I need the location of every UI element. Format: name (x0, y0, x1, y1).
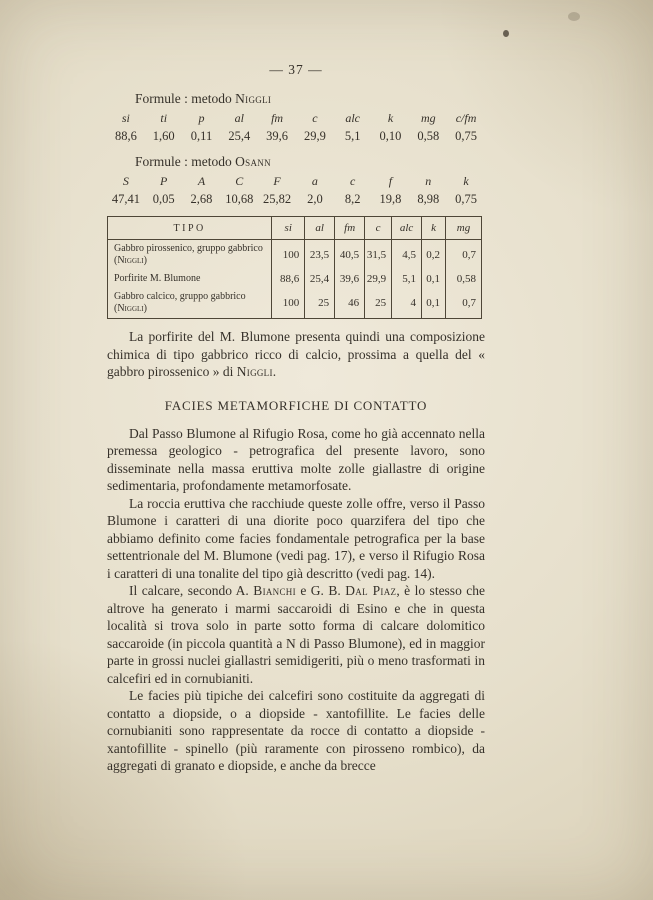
column-header: f (388, 174, 393, 188)
value-cell: 0,2 (422, 240, 446, 271)
value-cell: 100 (272, 288, 305, 319)
body-text (107, 425, 485, 775)
value-cell: 47,41 (111, 192, 140, 206)
value-cell: 1,60 (152, 129, 175, 143)
value-cell: 0,05 (152, 192, 175, 206)
value-cell: 88,6 (114, 129, 137, 143)
column-header: fm (335, 217, 365, 240)
value-cell: 25,4 (305, 270, 335, 288)
formule-osann-title: Formule : metodo Osann (135, 154, 271, 169)
column-header: fm (271, 111, 284, 125)
value-cell: 46 (335, 288, 365, 319)
value-cell: 5,1 (392, 270, 422, 288)
formule-niggli-header-row (107, 111, 485, 126)
page-number: — 37 — (269, 62, 323, 77)
column-header: a (311, 174, 318, 188)
rock-type-name: Gabbro pirossenico, gruppo gabbrico (114, 243, 263, 254)
column-header: TIPO (108, 217, 272, 240)
value-cell: 10,68 (225, 192, 254, 206)
column-header: k (387, 111, 394, 125)
formule-osann-section (107, 154, 485, 207)
column-header: alc (392, 217, 422, 240)
column-header: mg (420, 111, 436, 125)
column-header: P (160, 174, 168, 188)
value-cell: 40,5 (335, 240, 365, 271)
value-cell: 0,1 (422, 270, 446, 288)
column-header: c (312, 111, 318, 125)
column-header: n (425, 174, 432, 188)
value-cell: 0,75 (455, 192, 477, 206)
tipo-table (107, 216, 482, 319)
value-cell: 8,2 (344, 192, 361, 206)
value-cell: 0,7 (446, 240, 482, 271)
column-header: k (463, 174, 469, 188)
value-cell: 2,0 (307, 192, 323, 206)
formule-niggli-value-row (107, 129, 485, 144)
formule-niggli-title: Formule : metodo Niggli (135, 91, 272, 106)
column-header: al (234, 111, 244, 125)
scan-artifact (503, 30, 509, 37)
column-header: k (422, 217, 446, 240)
table-row (108, 270, 482, 288)
summary-paragraph: La porfirite del M. Blumone presenta quindi una composizione chimica di tipo gabbrico ricco di calcio, prossima a quella del « gabbro pirossenico » di Niggli. (107, 329, 485, 379)
value-cell: 25 (365, 288, 392, 319)
body-paragraph: Il calcare, secondo A. Bianchi e G. B. Dal Piaz, è lo stesso che altrove ha generato i marmi saccaroidi di Esino e che in questa località si trova solo in parte sotto forma di calcare dolomitico saccaroide (in piccola quantità a N di Passo Blumone), ed in maggior parte in grossi nuclei giallastri semidigeriti, più o meno trasformati in calcefiri ed in cornubianiti. (107, 583, 486, 686)
value-cell: 0,75 (455, 129, 477, 143)
column-header: ti (160, 111, 168, 125)
value-cell: 25 (305, 288, 335, 319)
value-cell: 88,6 (272, 270, 305, 288)
value-cell: 19,8 (379, 192, 402, 206)
value-cell: 4,5 (392, 240, 422, 271)
column-header: A (197, 174, 206, 188)
body-paragraph: Dal Passo Blumone al Rifugio Rosa, come ho già accennato nella premessa geologico - petrografica del presente lavoro, sono disseminate nella massa eruttiva molte zolle giallastre di origine sedimentaria, profondamente metamorfosate. (107, 425, 485, 493)
column-header: c (365, 217, 392, 240)
value-cell: 0,58 (446, 270, 482, 288)
column-header: F (273, 174, 281, 188)
value-cell: 29,9 (303, 129, 326, 143)
value-cell: 29,9 (365, 270, 392, 288)
column-header: p (198, 111, 205, 125)
value-cell: 100 (272, 240, 305, 271)
value-cell: 23,5 (305, 240, 335, 271)
value-cell: 0,7 (446, 288, 482, 319)
rock-type-subname: (Niggli) (114, 255, 147, 266)
table-row (108, 288, 482, 319)
value-cell: 0,10 (379, 129, 402, 143)
column-header: si (121, 111, 130, 125)
column-header: mg (446, 217, 482, 240)
rock-type-name: Porfirite M. Blumone (114, 273, 201, 284)
formule-niggli-section (107, 91, 485, 144)
column-header: al (305, 217, 335, 240)
rock-type-name: Gabbro calcico, gruppo gabbrico (114, 291, 246, 302)
value-cell: 2,68 (190, 192, 213, 206)
value-cell: 5,1 (344, 129, 361, 143)
formule-osann-header-row (107, 174, 485, 189)
value-cell: 4 (392, 288, 422, 319)
value-cell: 39,6 (266, 129, 289, 143)
column-header: C (235, 174, 244, 188)
value-cell: 25,82 (263, 192, 292, 206)
value-cell: 31,5 (365, 240, 392, 271)
table-row (108, 240, 482, 271)
body-paragraph: Le facies più tipiche dei calcefiri sono costituite da aggregati di contatto a diopside, o a diopside - xantofillite. Le facies delle cornubianiti sono rappresentate da rocce di contatto a diopside - xantofillite - spinello (più raramente con pirosseno rombico), da aggregati di granato e diopside, e anche da brecce (107, 688, 485, 773)
column-header: c/fm (455, 111, 477, 125)
tipo-table-header-row (108, 217, 482, 240)
value-cell: 0,58 (417, 129, 440, 143)
column-header: alc (345, 111, 361, 125)
column-header: si (272, 217, 305, 240)
column-header: S (122, 174, 129, 188)
scan-artifact (568, 12, 580, 21)
content-column (107, 62, 485, 775)
value-cell: 8,98 (417, 192, 440, 206)
section-heading: FACIES METAMORFICHE DI CONTATTO (164, 397, 428, 413)
value-cell: 0,11 (190, 129, 213, 143)
body-paragraph: La roccia eruttiva che racchiude queste zolle offre, verso il Passo Blumone i caratteri di una diorite poco quarzifera del tipo che abbiamo definito come facies fondamentale petrografica per la base settentrionale del M. Blumone (vedi pag. 17), e verso il Rifugio Rosa i caratteri di una tonalite del tipo già descritto (vedi pag. 14). (107, 495, 485, 581)
formule-osann-value-row (107, 192, 485, 207)
rock-type-subname: (Niggli) (114, 303, 147, 314)
column-header: c (350, 174, 356, 188)
value-cell: 25,4 (228, 129, 251, 143)
value-cell: 0,1 (422, 288, 446, 319)
value-cell: 39,6 (335, 270, 365, 288)
